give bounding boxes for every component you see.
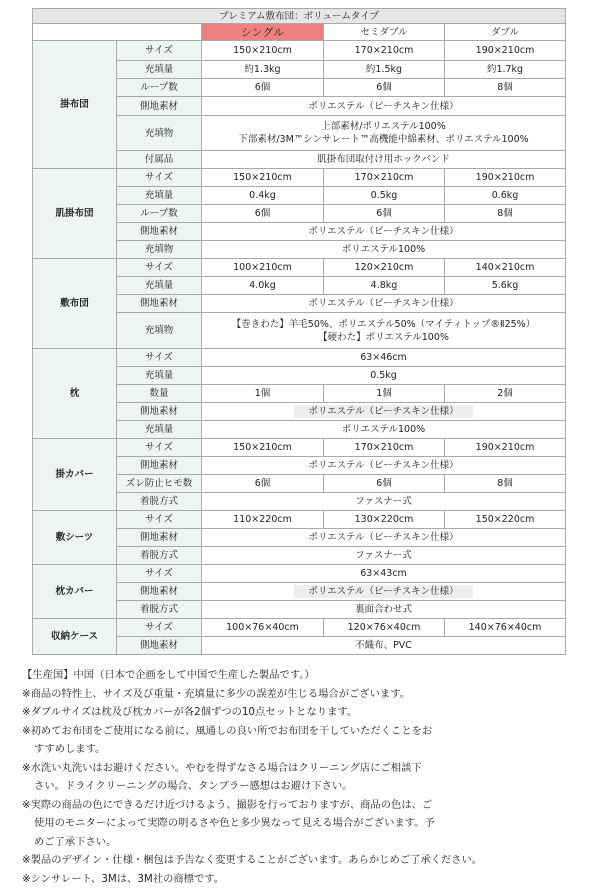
value-double: 140×210cm bbox=[445, 259, 566, 277]
value-single: 150×210cm bbox=[202, 169, 324, 187]
value-all: ポリエステル100% bbox=[202, 241, 566, 259]
table-row bbox=[33, 619, 566, 637]
value-single: 6個 bbox=[202, 475, 324, 493]
header-row bbox=[33, 24, 566, 41]
value-double: 2個 bbox=[445, 385, 566, 403]
value-all: 肌掛布団取付け用ホックバンド bbox=[202, 151, 566, 169]
category-sheets: 敷シーツ bbox=[33, 511, 117, 565]
attr-label: サイズ bbox=[117, 169, 202, 187]
value-single: 100×76×40cm bbox=[202, 619, 324, 637]
value-double: 8個 bbox=[445, 79, 566, 97]
attr-label: 充填物 bbox=[117, 313, 202, 349]
attr-label: 側地素材 bbox=[117, 637, 202, 655]
value-double: 150×220cm bbox=[445, 511, 566, 529]
table-row bbox=[33, 439, 566, 457]
table-row bbox=[33, 169, 566, 187]
attr-label: 側地素材 bbox=[117, 403, 202, 421]
attr-label: 側地素材 bbox=[117, 583, 202, 601]
value-all bbox=[202, 313, 566, 349]
attr-label: 着脱方式 bbox=[117, 493, 202, 511]
table-row bbox=[33, 511, 566, 529]
filling-line: 【巻きわた】羊毛50%、ポリエステル50%（マイティトップ®Ⅱ25%） bbox=[231, 318, 536, 330]
value-semidouble: 約1.5kg bbox=[324, 61, 445, 79]
value-single: 1個 bbox=[202, 385, 324, 403]
value-all: 不織布、PVC bbox=[202, 637, 566, 655]
header-double: ダブル bbox=[445, 24, 566, 41]
value-all: ポリエステル100% bbox=[202, 421, 566, 439]
attr-label: 付属品 bbox=[117, 151, 202, 169]
attr-label: 側地素材 bbox=[117, 295, 202, 313]
attr-label: ズレ防止ヒモ数 bbox=[117, 475, 202, 493]
attr-label: 側地素材 bbox=[117, 529, 202, 547]
table-row bbox=[33, 259, 566, 277]
value-semidouble: 120×210cm bbox=[324, 259, 445, 277]
note-line: ※水洗い丸洗いはお避けください。やむを得ずなさる場合はクリーニング店にご相談下 bbox=[22, 761, 422, 774]
value-single: 110×220cm bbox=[202, 511, 324, 529]
attr-label: 充填量 bbox=[117, 421, 202, 439]
value-semidouble: 130×220cm bbox=[324, 511, 445, 529]
value-single: 0.4kg bbox=[202, 187, 324, 205]
value-all: ポリエステル（ピーチスキン仕様） bbox=[202, 457, 566, 475]
attr-label: サイズ bbox=[117, 511, 202, 529]
note-line: ※製品のデザイン・仕様・梱包は予告なく変更することがございます。あらかじめご了承ください。 bbox=[22, 854, 483, 866]
category-pillowcover: 枕カバー bbox=[33, 565, 117, 619]
value-all: ポリエステル（ピーチスキン仕様） bbox=[202, 295, 566, 313]
table-row bbox=[33, 565, 566, 583]
category-shikibuton: 敷布団 bbox=[33, 259, 117, 349]
value-all: ポリエステル（ピーチスキン仕様） bbox=[202, 97, 566, 116]
highlight-band: ポリエステル（ピーチスキン仕様） bbox=[294, 405, 472, 418]
attr-label: サイズ bbox=[117, 259, 202, 277]
value-single: 4.0kg bbox=[202, 277, 324, 295]
category-kakebuton: 掛布団 bbox=[33, 41, 117, 169]
value-single: 150×210cm bbox=[202, 41, 324, 61]
value-semidouble: 4.8kg bbox=[324, 277, 445, 295]
note-line: ※シンサレート、3Mは、3M社の商標です。 bbox=[22, 872, 225, 885]
value-semidouble: 170×210cm bbox=[324, 169, 445, 187]
attr-label: 側地素材 bbox=[117, 97, 202, 116]
attr-label: 側地素材 bbox=[117, 457, 202, 475]
value-all: 0.5kg bbox=[202, 367, 566, 385]
note-line: ※初めてお布団をご使用になる前に、風通しの良い所でお布団を干していただくことをお bbox=[22, 724, 433, 737]
value-double: 190×210cm bbox=[445, 169, 566, 187]
value-semidouble: 6個 bbox=[324, 475, 445, 493]
note-line: ※ダブルサイズは枕及び枕カバーが各2個ずつの10点セットとなります。 bbox=[22, 706, 358, 718]
value-double: 5.6kg bbox=[445, 277, 566, 295]
highlight-band: ポリエステル（ピーチスキン仕様） bbox=[294, 585, 472, 598]
attr-label: 着脱方式 bbox=[117, 547, 202, 565]
title-row bbox=[33, 9, 566, 24]
category-cover: 掛カバー bbox=[33, 439, 117, 511]
category-pillow: 枕 bbox=[33, 349, 117, 439]
attr-label: 着脱方式 bbox=[117, 601, 202, 619]
value-double: 0.6kg bbox=[445, 187, 566, 205]
value-single: 150×210cm bbox=[202, 439, 324, 457]
note-line: すすめします。 bbox=[34, 743, 106, 755]
attr-label: 数量 bbox=[117, 385, 202, 403]
header-semidouble: セミダブル bbox=[324, 24, 445, 41]
value-double: 約1.7kg bbox=[445, 61, 566, 79]
attr-label: 充填量 bbox=[117, 277, 202, 295]
value-double: 190×210cm bbox=[445, 439, 566, 457]
attr-label: サイズ bbox=[117, 619, 202, 637]
value-all: 63×43cm bbox=[202, 565, 566, 583]
spec-table bbox=[32, 8, 566, 655]
value-single: 6個 bbox=[202, 79, 324, 97]
value-double: 8個 bbox=[445, 205, 566, 223]
attr-label: 充填物 bbox=[117, 116, 202, 151]
header-blank bbox=[33, 24, 202, 41]
value-all bbox=[202, 403, 566, 421]
attr-label: 充填量 bbox=[117, 61, 202, 79]
value-all: ポリエステル（ピーチスキン仕様） bbox=[202, 223, 566, 241]
value-semidouble: 6個 bbox=[324, 79, 445, 97]
value-semidouble: 1個 bbox=[324, 385, 445, 403]
filling-line: 【硬わた】ポリエステル100% bbox=[318, 331, 449, 343]
note-line: さい。ドライクリーニングの場合、タンブラー感想はお避け下さい。 bbox=[34, 780, 353, 792]
attr-label: サイズ bbox=[117, 439, 202, 457]
value-semidouble: 6個 bbox=[324, 205, 445, 223]
attr-label: サイズ bbox=[117, 565, 202, 583]
value-semidouble: 0.5kg bbox=[324, 187, 445, 205]
attr-label: 側地素材 bbox=[117, 223, 202, 241]
value-double: 190×210cm bbox=[445, 41, 566, 61]
value-all bbox=[202, 116, 566, 151]
attr-label: ループ数 bbox=[117, 79, 202, 97]
table-row bbox=[33, 349, 566, 367]
filling-line: 上部素材/ポリエステル100% bbox=[321, 121, 446, 132]
notes-block bbox=[22, 666, 582, 888]
note-line: 使用のモニターによって実際の明るさや色と多少異なって見える場合がございます。予 bbox=[34, 817, 435, 829]
value-double: 140×76×40cm bbox=[445, 619, 566, 637]
value-all: ファスナー式 bbox=[202, 547, 566, 565]
note-line: ※商品の特性上、サイズ及び重量・充填量に多少の誤差が生じる場合がございます。 bbox=[22, 687, 410, 700]
category-case: 収納ケース bbox=[33, 619, 117, 655]
value-all: ポリエステル（ピーチスキン仕様） bbox=[202, 529, 566, 547]
note-line: めご了承下さい。 bbox=[34, 835, 117, 848]
attr-label: 充填量 bbox=[117, 367, 202, 385]
attr-label: 充填量 bbox=[117, 187, 202, 205]
value-double: 8個 bbox=[445, 475, 566, 493]
value-single: 約1.3kg bbox=[202, 61, 324, 79]
value-all: ファスナー式 bbox=[202, 493, 566, 511]
note-origin: 【生産国】中国（日本で企画をして中国で生産した製品です。） bbox=[22, 669, 315, 681]
value-semidouble: 170×210cm bbox=[324, 439, 445, 457]
value-all: 裏面合わせ式 bbox=[202, 601, 566, 619]
note-line: ※実際の商品の色にできるだけ近づけるよう、撮影を行っておりますが、商品の色は、ご bbox=[22, 798, 433, 811]
filling-line: 下部素材/3M™シンサレート™高機能中綿素材、ポリエステル100% bbox=[238, 134, 529, 145]
value-single: 6個 bbox=[202, 205, 324, 223]
attr-label: サイズ bbox=[117, 349, 202, 367]
value-all: 63×46cm bbox=[202, 349, 566, 367]
value-semidouble: 120×76×40cm bbox=[324, 619, 445, 637]
attr-label: サイズ bbox=[117, 41, 202, 61]
attr-label: ループ数 bbox=[117, 205, 202, 223]
attr-label: 充填物 bbox=[117, 241, 202, 259]
value-single: 100×210cm bbox=[202, 259, 324, 277]
table-row bbox=[33, 41, 566, 61]
table-title: プレミアム敷布団：ボリュームタイプ bbox=[33, 9, 566, 24]
category-hadagake: 肌掛布団 bbox=[33, 169, 117, 259]
header-single: シングル bbox=[202, 24, 324, 41]
value-semidouble: 170×210cm bbox=[324, 41, 445, 61]
value-all bbox=[202, 583, 566, 601]
